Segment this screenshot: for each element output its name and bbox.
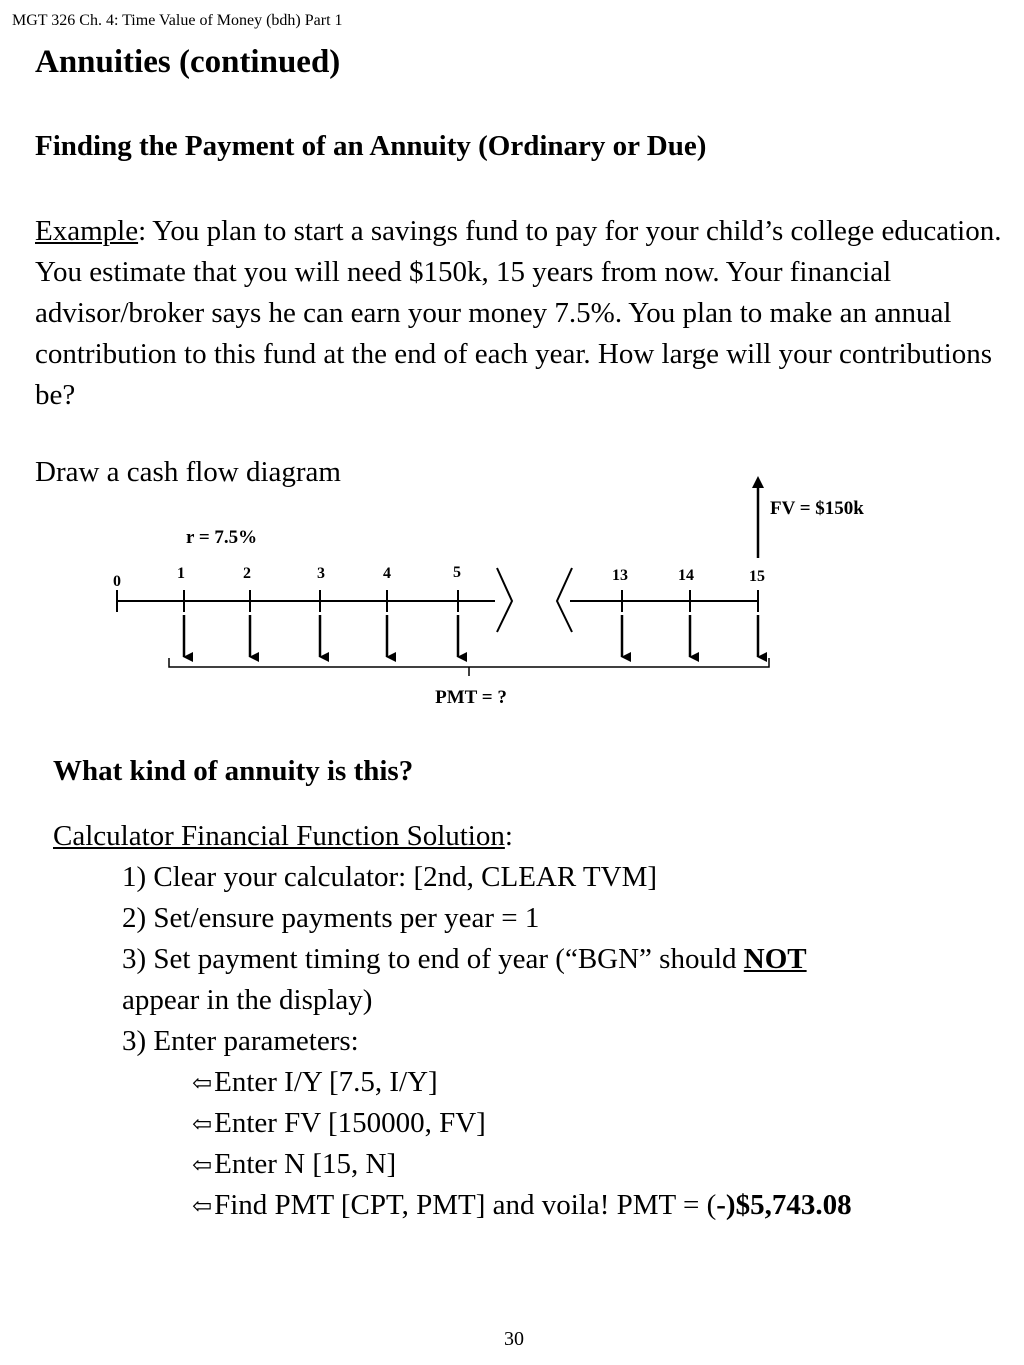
page-number: 30 bbox=[504, 1328, 524, 1350]
timeline-break-left bbox=[497, 568, 512, 632]
step-3-pre: 3) Set payment timing to end of year (“BGN” should bbox=[122, 943, 744, 975]
annuity-question: What kind of annuity is this? bbox=[53, 755, 414, 787]
timeline-break-right bbox=[557, 568, 572, 632]
final-pre: Find PMT [CPT, PMT] and voila! PMT = ( bbox=[214, 1189, 717, 1221]
step-3-continuation: appear in the display) bbox=[122, 984, 373, 1016]
param-pmt bbox=[192, 1189, 852, 1222]
pmt-bracket bbox=[169, 658, 769, 667]
final-neg: -) bbox=[716, 1189, 736, 1221]
fv-label: FV = $150k bbox=[770, 498, 864, 519]
final-value: $5,743.08 bbox=[735, 1189, 852, 1221]
step-3-not: NOT bbox=[743, 943, 807, 975]
left-arrow-icon: ⇦ bbox=[192, 1153, 213, 1179]
period-label-14: 14 bbox=[678, 567, 694, 584]
param-fv-text: Enter FV [150000, FV] bbox=[214, 1107, 486, 1139]
param-iy bbox=[192, 1066, 438, 1099]
param-n-text: Enter N [15, N] bbox=[214, 1148, 397, 1180]
param-n bbox=[192, 1148, 396, 1181]
pmt-label: PMT = ? bbox=[435, 687, 507, 708]
calc-heading bbox=[53, 820, 513, 853]
page-title: Annuities (continued) bbox=[35, 44, 341, 80]
left-arrow-icon: ⇦ bbox=[192, 1112, 213, 1138]
period-label-15: 15 bbox=[749, 568, 765, 585]
section-subtitle: Finding the Payment of an Annuity (Ordinary or Due) bbox=[35, 130, 707, 162]
cash-flow-diagram bbox=[0, 460, 1024, 720]
example-label: Example bbox=[35, 215, 139, 247]
step-4: 3) Enter parameters: bbox=[122, 1025, 359, 1057]
rate-label: r = 7.5% bbox=[186, 527, 258, 548]
step-1: 1) Clear your calculator: [2nd, CLEAR TVM] bbox=[122, 861, 658, 893]
example-text: : You plan to start a savings fund to pay for your child’s college education. You estimate that you will need $150k, 15 years from now. Your financial advisor/broker says he can earn your money 7.5%. You plan to make an annual contribution to this fund at the end of each year. How large will your contributions be? bbox=[35, 215, 1002, 411]
step-2: 2) Set/ensure payments per year = 1 bbox=[122, 902, 540, 934]
example-paragraph bbox=[35, 211, 1010, 416]
period-label-13: 13 bbox=[612, 567, 628, 584]
period-label-1: 1 bbox=[177, 565, 185, 582]
fv-arrowhead bbox=[752, 476, 764, 488]
period-label-2: 2 bbox=[243, 565, 251, 582]
left-arrow-icon: ⇦ bbox=[192, 1194, 213, 1220]
step-3 bbox=[122, 943, 807, 976]
param-fv bbox=[192, 1107, 486, 1140]
period-label-4: 4 bbox=[383, 565, 391, 582]
draw-diagram-label: Draw a cash flow diagram bbox=[35, 456, 341, 488]
period-label-3: 3 bbox=[317, 565, 325, 582]
period-label-5: 5 bbox=[453, 564, 461, 581]
calc-heading-colon: : bbox=[504, 820, 513, 852]
param-iy-text: Enter I/Y [7.5, I/Y] bbox=[214, 1066, 438, 1098]
left-arrow-icon: ⇦ bbox=[192, 1071, 213, 1097]
calc-heading-text: Calculator Financial Function Solution bbox=[53, 820, 505, 852]
period-label-0: 0 bbox=[113, 573, 121, 590]
page-header: MGT 326 Ch. 4: Time Value of Money (bdh) Part 1 bbox=[12, 12, 343, 29]
